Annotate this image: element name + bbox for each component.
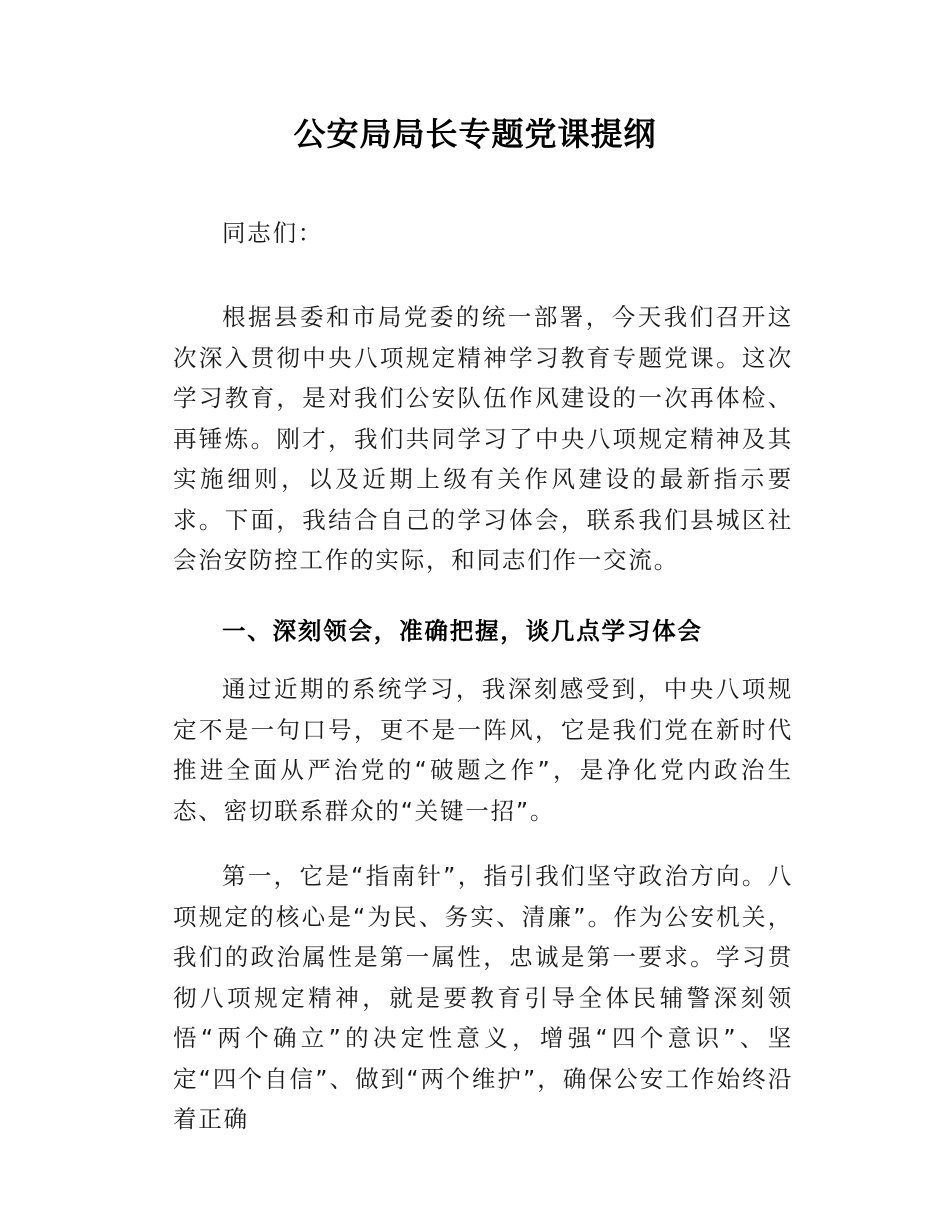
salutation: 同志们： — [222, 219, 324, 247]
body-paragraph: 通过近期的系统学习，我深刻感受到，中央八项规定不是一句口号，更不是一阵风，它是我们党在新时代推进全面从严治党的“破题之作”，是净化党内政治生态、密切联系群众的“关键一招”。 — [173, 675, 793, 825]
intro-paragraph: 根据县委和市局党委的统一部署，今天我们召开这次深入贯彻中央八项规定精神学习教育专题党课。这次学习教育，是对我们公安队伍作风建设的一次再体检、再锤炼。刚才，我们共同学习了中央八项规定精神及其实施细则，以及近期上级有关作风建设的最新指示要求。下面，我结合自己的学习体会，联系我们县城区社会治安防控工作的实际，和同志们作一交流。 — [173, 303, 793, 574]
document-title: 公安局局长专题党课提纲 — [293, 115, 657, 153]
body-paragraph: 第一，它是“指南针”，指引我们坚守政治方向。八项规定的核心是“为民、务实、清廉”。作为公安机关，我们的政治属性是第一属性，忠诚是第一要求。学习贯彻八项规定精神，就是要教育引导全体民辅警深刻领悟“两个确立”的决定性意义，增强“四个意识”、坚定“四个自信”、做到“两个维护”，确保公安工作始终沿着正确 — [173, 862, 793, 1133]
section-heading: 一、深刻领会，准确把握，谈几点学习体会 — [222, 617, 703, 645]
